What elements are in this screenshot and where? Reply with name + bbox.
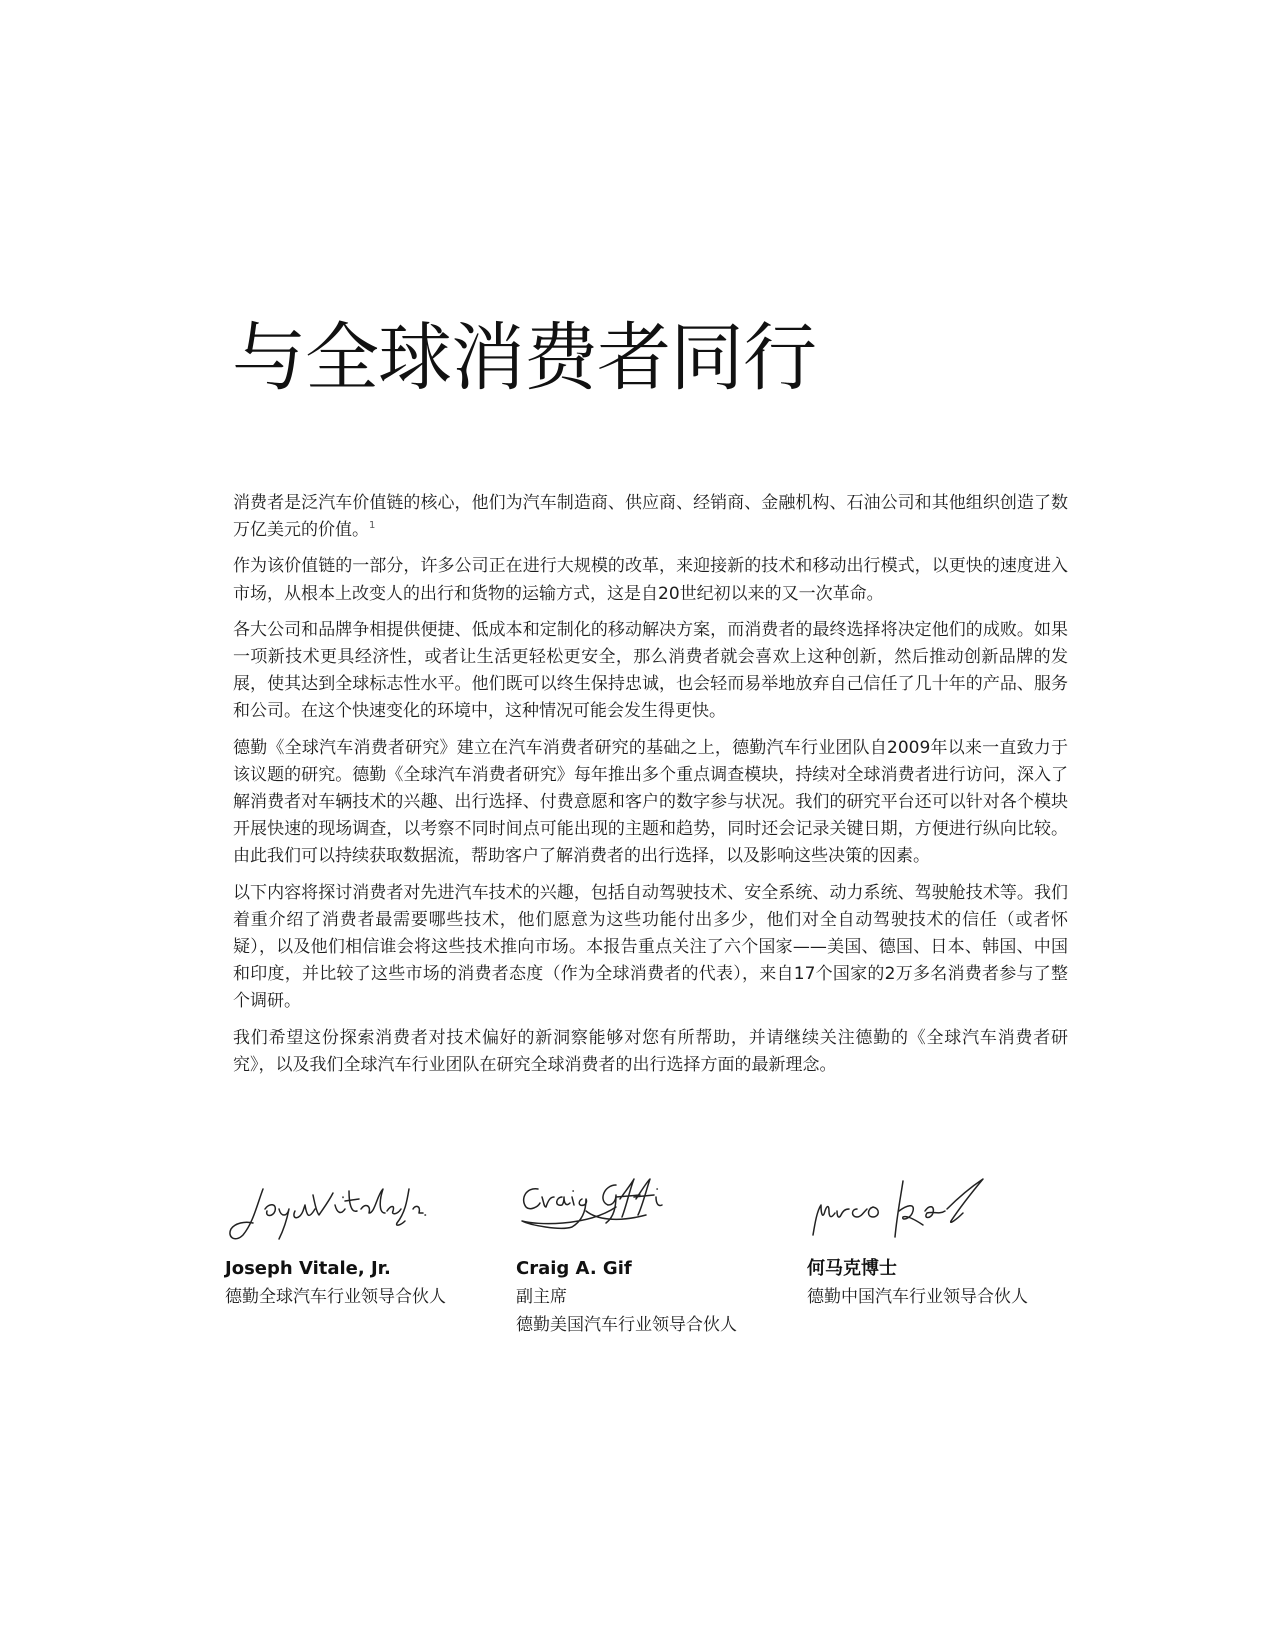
signatory-role: 德勤美国汽车行业领导合伙人 (516, 1315, 737, 1335)
signatory-role: 副主席 (516, 1287, 567, 1307)
signatory-hecker (807, 1175, 1028, 1311)
signature-hecker (807, 1175, 997, 1255)
intro-body (233, 490, 1068, 1088)
signatory-vitale (225, 1175, 446, 1311)
footnote-marker: 1 (369, 520, 376, 532)
paragraph-3: 各大公司和品牌争相提供便捷、低成本和定制化的移动解决方案，而消费者的最终选择将决定他们的成败。如果一项新技术更具经济性，或者让生活更轻松更安全，那么消费者就会喜欢上这种创新，然后推动创新品牌的发展，使其达到全球标志性水平。他们既可以终生保持忠诚，也会轻而易举地放弃自己信任了几十年的产品、服务和公司。在这个快速变化的环境中，这种情况可能会发生得更快。 (233, 619, 1068, 722)
paragraph-6: 我们希望这份探索消费者对技术偏好的新洞察能够对您有所帮助，并请继续关注德勤的《全球汽车消费者研究》，以及我们全球汽车行业团队在研究全球消费者的出行选择方面的最新理念。 (233, 1027, 1068, 1075)
signatory-giffi (516, 1175, 737, 1339)
signatory-role: 德勤全球汽车行业领导合伙人 (225, 1287, 446, 1307)
signatory-name: Craig A. Gif (516, 1258, 632, 1279)
signature-giffi (516, 1175, 686, 1255)
signature-vitale (225, 1175, 435, 1255)
signatory-role: 德勤中国汽车行业领导合伙人 (807, 1287, 1028, 1307)
paragraph-1-text: 消费者是泛汽车价值链的核心，他们为汽车制造商、供应商、经销商、金融机构、石油公司和其他组织创造了数万亿美元的价值。 (233, 493, 1068, 541)
paragraph-5: 以下内容将探讨消费者对先进汽车技术的兴趣，包括自动驾驶技术、安全系统、动力系统、驾驶舱技术等。我们着重介绍了消费者最需要哪些技术，他们愿意为这些功能付出多少，他们对全自动驾驶技术的信任（或者怀疑），以及他们相信谁会将这些技术推向市场。本报告重点关注了六个国家——美国、德国、日本、韩国、中国和印度，并比较了这些市场的消费者态度（作为全球消费者的代表），来自17个国家的2万多名消费者参与了整个调研。 (233, 882, 1068, 1012)
page-title: 与全球消费者同行 (232, 315, 816, 401)
paragraph-2: 作为该价值链的一部分，许多公司正在进行大规模的改革，来迎接新的技术和移动出行模式，以更快的速度进入市场，从根本上改变人的出行和货物的运输方式，这是自20世纪初以来的又一次革命。 (233, 556, 1068, 604)
signatory-name: 何马克博士 (807, 1258, 897, 1279)
paragraph-4: 德勤《全球汽车消费者研究》建立在汽车消费者研究的基础之上，德勤汽车行业团队自2009年以来一直致力于该议题的研究。德勤《全球汽车消费者研究》每年推出多个重点调查模块，持续对全球消费者进行访问，深入了解消费者对车辆技术的兴趣、出行选择、付费意愿和客户的数字参与状况。我们的研究平台还可以针对各个模块开展快速的现场调查，以考察不同时间点可能出现的主题和趋势，同时还会记录关键日期，方便进行纵向比较。由此我们可以持续获取数据流，帮助客户了解消费者的出行选择，以及影响这些决策的因素。 (233, 737, 1068, 867)
paragraph-1 (233, 490, 1068, 544)
signatory-name: Joseph Vitale, Jr. (225, 1258, 391, 1279)
